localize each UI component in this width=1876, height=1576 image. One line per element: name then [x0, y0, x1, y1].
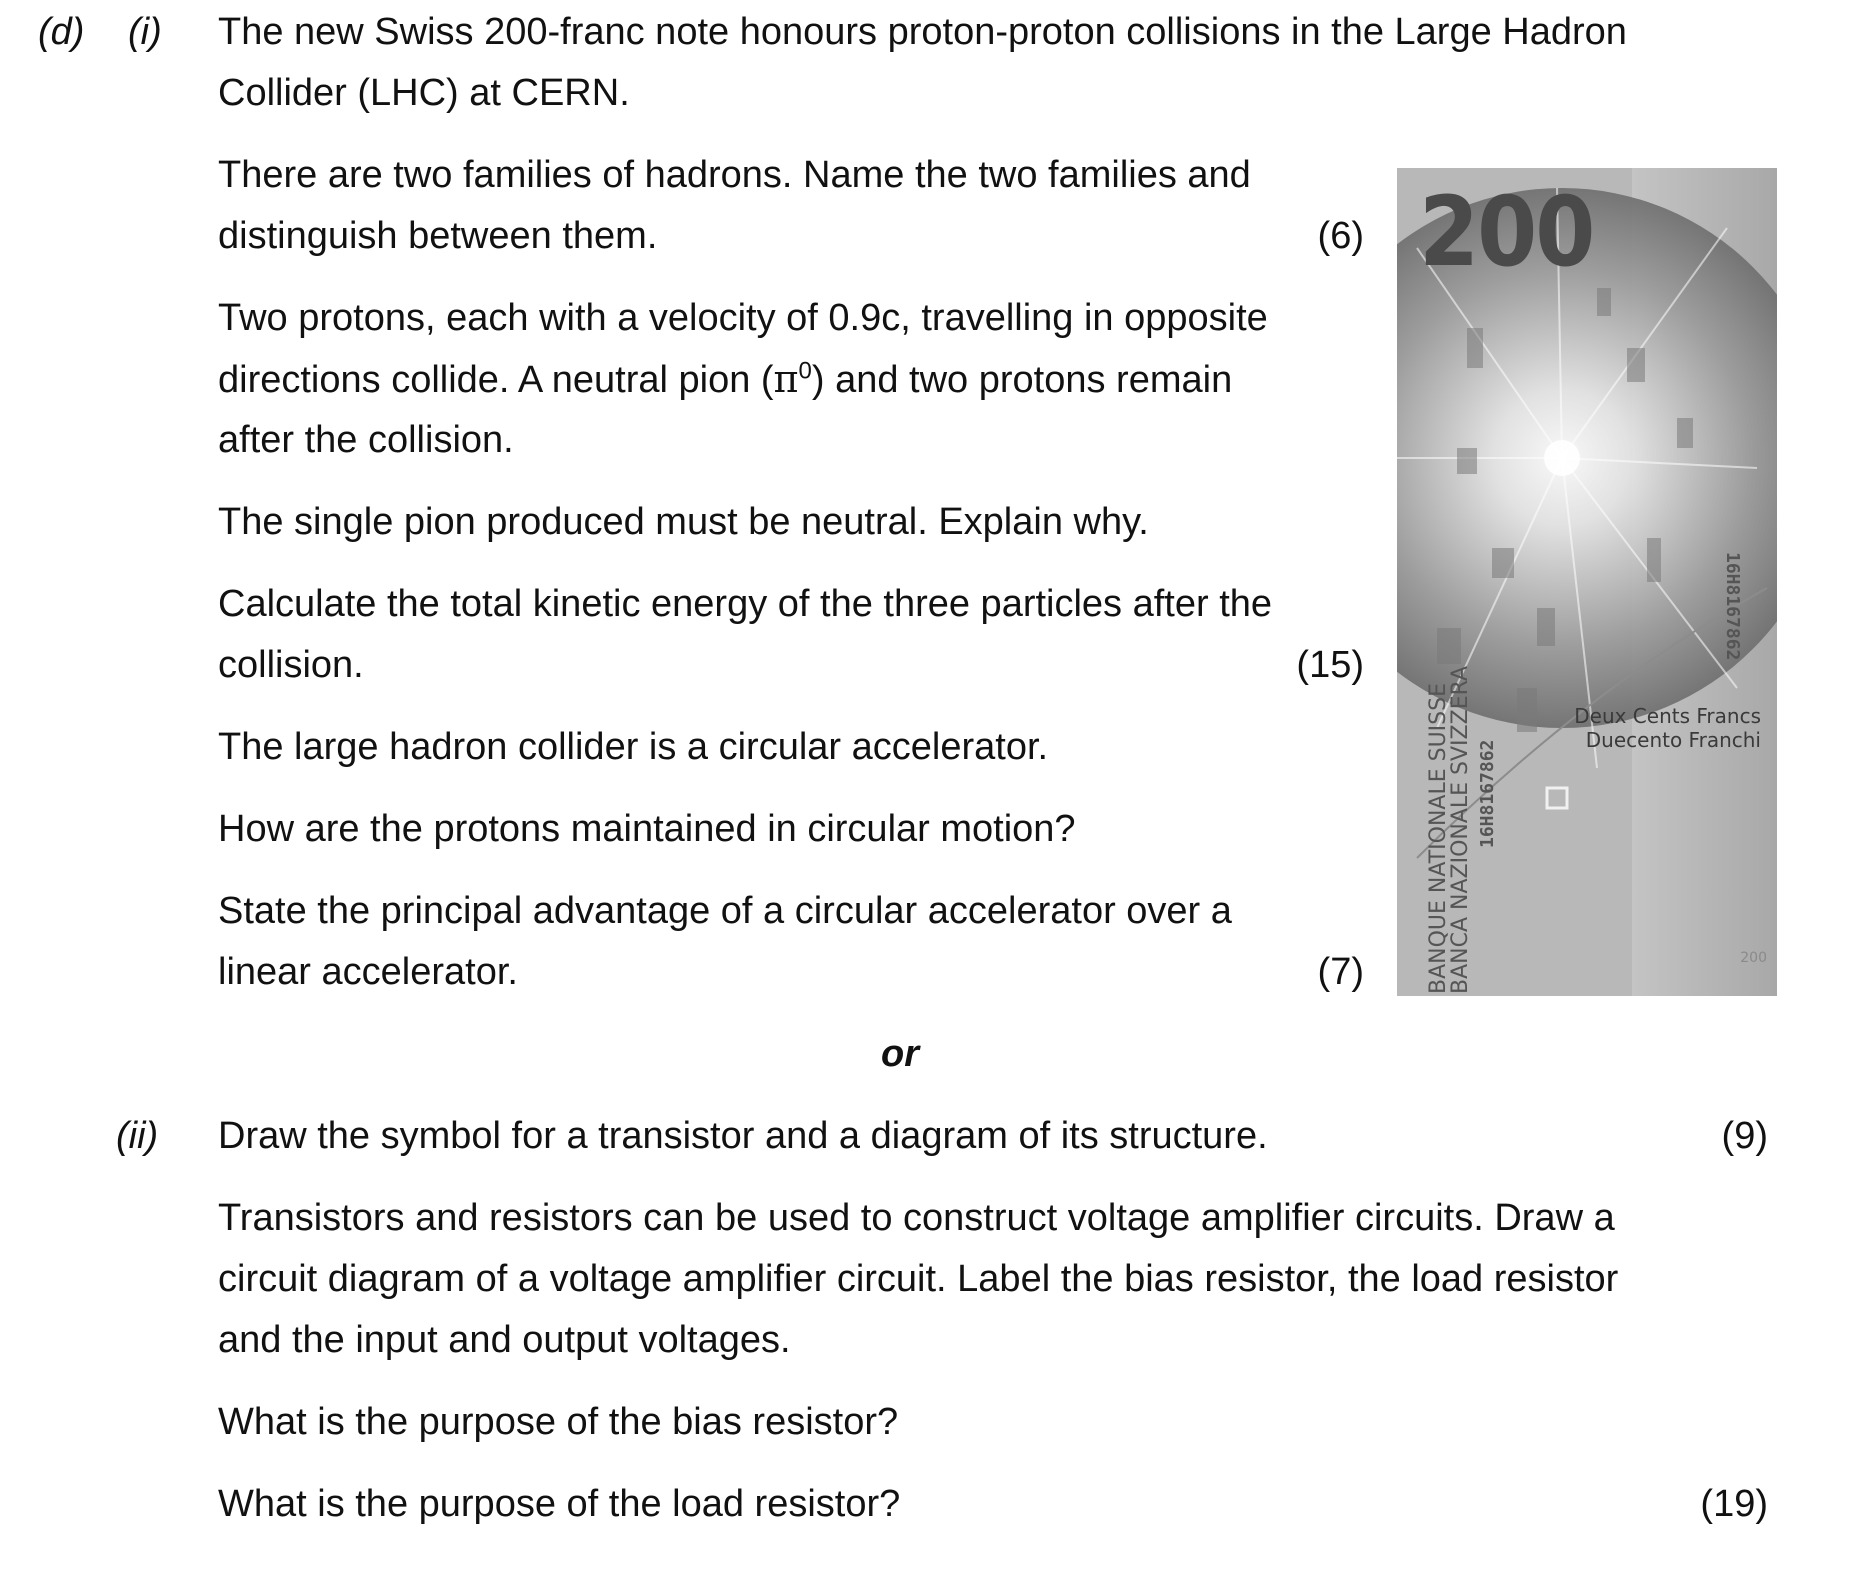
question-advantage-line-2: linear accelerator.: [218, 951, 518, 993]
marks-15: (15): [1296, 644, 1364, 686]
question-hadron-families-line-2: distinguish between them.: [218, 215, 658, 257]
collision-line-2-text-b: ) and two protons remain: [811, 359, 1233, 401]
question-collision-line-2: [218, 349, 1232, 411]
question-bias-resistor: What is the purpose of the bias resistor?: [218, 1401, 899, 1443]
swiss-200-franc-banknote: [1397, 168, 1777, 996]
banknote-bank-name-italian: BANCA NAZIONALE SVIZZERA: [1448, 665, 1473, 994]
question-kinetic-energy-line-2: collision.: [218, 644, 364, 686]
banknote-serial-number-right: 16H8167862: [1722, 552, 1743, 661]
intro-line-2: Collider (LHC) at CERN.: [218, 72, 630, 114]
banknote-text-italian: Duecento Franchi: [1585, 728, 1761, 752]
marks-19: (19): [1700, 1483, 1768, 1525]
marks-9: (9): [1721, 1115, 1768, 1157]
question-collision-line-3: after the collision.: [218, 419, 514, 461]
question-circular-motion: How are the protons maintained in circular motion?: [218, 808, 1076, 850]
collision-line-2-text-a: directions collide. A neutral pion (: [218, 359, 774, 401]
question-load-resistor: What is the purpose of the load resistor?: [218, 1483, 901, 1525]
question-advantage-line-1: State the principal advantage of a circular accelerator over a: [218, 890, 1232, 932]
question-amplifier-line-2: circuit diagram of a voltage amplifier circuit. Label the bias resistor, the load resistor: [218, 1258, 1619, 1300]
question-kinetic-energy-line-1: Calculate the total kinetic energy of the three particles after the: [218, 583, 1273, 625]
question-hadron-families-line-1: There are two families of hadrons. Name the two families and: [218, 154, 1251, 196]
pion-symbol: π: [773, 357, 799, 401]
intro-line-1: The new Swiss 200-franc note honours proton-proton collisions in the Large Hadron: [218, 11, 1627, 53]
banknote-denomination: 200: [1419, 176, 1594, 288]
question-transistor-symbol: Draw the symbol for a transistor and a diagram of its structure.: [218, 1115, 1268, 1157]
question-pion-neutral: The single pion produced must be neutral. Explain why.: [218, 501, 1149, 543]
banknote-serial-number-left: 16H8167862: [1477, 739, 1498, 848]
sub-part-i-label: (i): [128, 11, 162, 53]
marks-7: (7): [1317, 951, 1364, 993]
question-amplifier-line-3: and the input and output voltages.: [218, 1319, 791, 1361]
question-amplifier-line-1: Transistors and resistors can be used to construct voltage amplifier circuits. Draw a: [218, 1197, 1615, 1239]
sub-part-ii-label: (ii): [116, 1115, 159, 1157]
marks-6: (6): [1317, 215, 1364, 257]
banknote-bank-name-french: BANQUE NATIONALE SUISSE: [1426, 683, 1451, 994]
statement-circular-accelerator: The large hadron collider is a circular accelerator.: [218, 726, 1049, 768]
or-separator: or: [881, 1033, 919, 1075]
pion-superscript: 0: [798, 357, 812, 385]
part-d-label: (d): [38, 11, 85, 53]
banknote-text-french: Deux Cents Francs: [1574, 704, 1761, 728]
banknote-small-denomination: 200: [1740, 950, 1767, 966]
question-collision-line-1: Two protons, each with a velocity of 0.9c, travelling in opposite: [218, 297, 1268, 339]
